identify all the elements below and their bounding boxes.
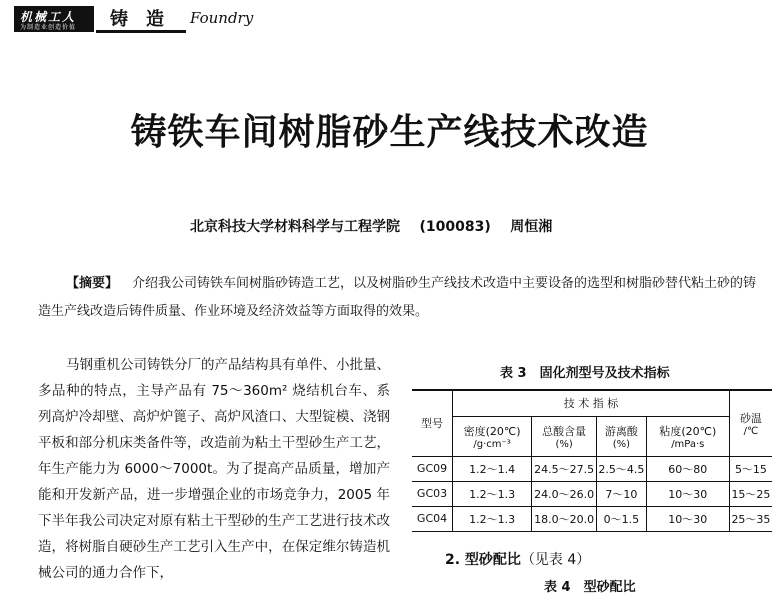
abstract-label: 【摘要】 bbox=[66, 276, 119, 291]
author-line: 北京科技大学材料科学与工程学院 (100083) 周恒湘 bbox=[190, 219, 553, 235]
th-viscosity-unit: /mPa·s bbox=[671, 438, 705, 450]
table4-caption: 表 4 型砂配比 bbox=[544, 580, 636, 594]
cell-temp: 25～35 bbox=[729, 506, 772, 531]
header-rule bbox=[96, 30, 186, 33]
th-total-acid bbox=[532, 416, 597, 456]
th-temp-name: 砂温 bbox=[739, 411, 762, 425]
table3-caption: 表 3 固化剂型号及技术指标 bbox=[500, 366, 670, 381]
cell-viscosity: 10～30 bbox=[646, 506, 729, 531]
cell-viscosity: 60～80 bbox=[646, 456, 729, 481]
section2-note: （见表 4） bbox=[520, 552, 591, 568]
section-name: 铸造 bbox=[110, 9, 182, 30]
cell-free-acid: 2.5～4.5 bbox=[597, 456, 647, 481]
cell-total-acid: 18.0～20.0 bbox=[532, 506, 597, 531]
article-title: 铸铁车间树脂砂生产线技术改造 bbox=[130, 112, 649, 153]
cell-model: GC04 bbox=[412, 506, 453, 531]
cell-density: 1.2～1.4 bbox=[453, 456, 532, 481]
cell-free-acid: 0～1.5 bbox=[597, 506, 647, 531]
table-row bbox=[412, 481, 772, 506]
th-free-acid-name: 游离酸 bbox=[604, 424, 638, 438]
th-density-unit: /g·cm⁻³ bbox=[473, 438, 511, 450]
section2-title: 2. 型砂配比 bbox=[445, 552, 521, 568]
cell-model: GC03 bbox=[412, 481, 453, 506]
th-total-acid-name: 总酸含量 bbox=[542, 424, 587, 438]
cell-temp: 5～15 bbox=[729, 456, 772, 481]
journal-logo bbox=[14, 6, 94, 32]
cell-density: 1.2～1.3 bbox=[453, 506, 532, 531]
th-temp-unit: /℃ bbox=[743, 425, 759, 437]
cell-free-acid: 7～10 bbox=[597, 481, 647, 506]
th-total-acid-unit: (%) bbox=[555, 438, 573, 450]
cell-model: GC09 bbox=[412, 456, 453, 481]
table-row bbox=[412, 506, 772, 531]
cell-density: 1.2～1.3 bbox=[453, 481, 532, 506]
th-density bbox=[453, 416, 532, 456]
cell-viscosity: 10～30 bbox=[646, 481, 729, 506]
section2-heading bbox=[445, 549, 590, 569]
abstract bbox=[38, 270, 764, 326]
th-density-name: 密度(20℃) bbox=[463, 424, 521, 438]
cell-total-acid: 24.0～26.0 bbox=[532, 481, 597, 506]
table-row bbox=[412, 456, 772, 481]
cell-total-acid: 24.5～27.5 bbox=[532, 456, 597, 481]
logo-title: 机械工人 bbox=[20, 10, 77, 24]
th-group: 技 术 指 标 bbox=[453, 390, 730, 416]
th-temp bbox=[729, 390, 772, 456]
section-name-en: Foundry bbox=[190, 9, 254, 27]
table3 bbox=[412, 389, 772, 532]
th-free-acid-unit: (%) bbox=[612, 438, 631, 450]
th-model: 型号 bbox=[412, 390, 453, 456]
body-paragraph: 马钢重机公司铸铁分厂的产品结构具有单件、小批量、多品种的特点，主导产品有 75～360m² 烧结机台车、系列高炉冷却壁、高炉炉篦子、高炉风渣口、大型锭模、浇钢平板和部分机床类备件等，改造前为粘土干型砂生产工艺，年生产能力为 6000～7000t。为了提高产品质量，增加产能和开发新产品，进一步增强企业的市场竞争力，2005 年下半年我公司决定对原有粘土干型砂的生产工艺进行技术改造，将树脂自硬砂生产工艺引入生产中，在保定维尔铸造机械公司的通力合作下， bbox=[38, 357, 390, 581]
cell-temp: 15～25 bbox=[729, 481, 772, 506]
logo-slogan: 为制造业创造价值 bbox=[20, 24, 77, 31]
th-viscosity bbox=[646, 416, 729, 456]
th-free-acid bbox=[597, 416, 647, 456]
abstract-text: 介绍我公司铸铁车间树脂砂铸造工艺，以及树脂砂生产线技术改造中主要设备的选型和树脂砂替代粘土砂的铸造生产线改造后铸件质量、作业环境及经济效益等方面取得的效果。 bbox=[38, 276, 757, 319]
th-viscosity-name: 粘度(20℃) bbox=[659, 424, 717, 438]
